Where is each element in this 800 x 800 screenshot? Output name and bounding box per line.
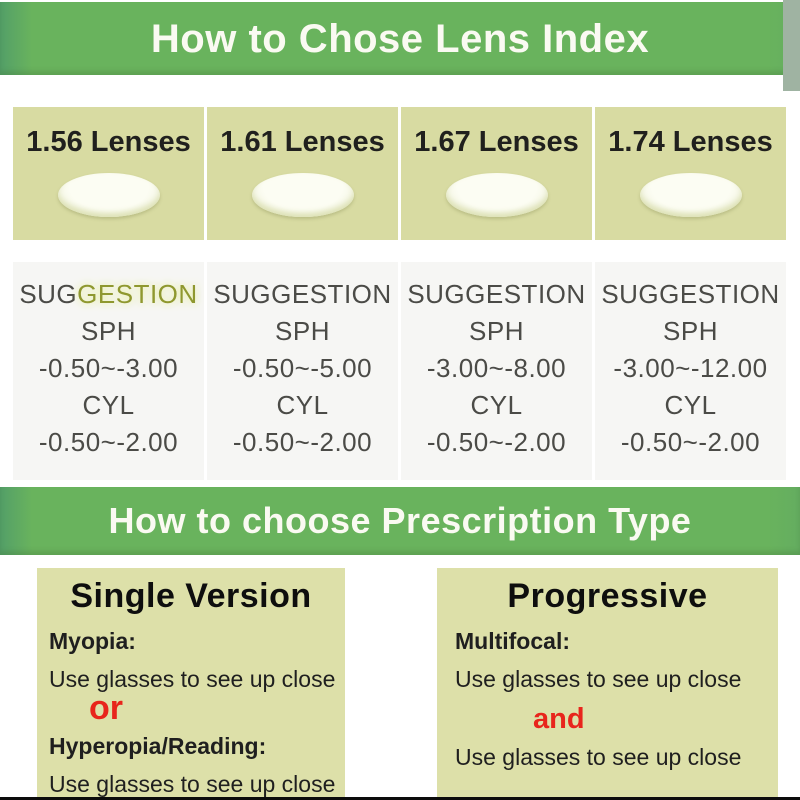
suggestion-heading-plain: SUGGESTION [213,279,392,309]
banner-right-edge-artifact [783,0,800,91]
lens-name: 1.67 Lenses [414,126,579,158]
single-version-title: Single Version [70,577,312,615]
sph-label: SPH [275,316,330,346]
lens-index-banner [0,2,800,75]
suggestion-card-161 [207,262,398,480]
suggestion-heading [207,276,398,313]
hyperopia-label: Hyperopia/Reading: [49,733,267,759]
lens-card-167 [401,107,592,240]
cyl-label: CYL [276,390,329,420]
single-version-box [37,568,345,798]
cyl-label: CYL [82,390,135,420]
sph-label: SPH [81,316,136,346]
suggestion-card-156 [13,262,204,480]
lens-disc-image [58,173,160,217]
suggestion-heading [13,276,204,313]
lens-card-174 [595,107,786,240]
and-connector: and [533,703,585,735]
lens-card-156 [13,107,204,240]
suggestion-card-167 [401,262,592,480]
lens-row [13,107,786,240]
myopia-text: Use glasses to see up close [49,666,336,692]
lens-name: 1.56 Lenses [26,126,191,158]
sph-range: -0.50~-3.00 [38,353,179,383]
lens-name: 1.74 Lenses [608,126,773,158]
progressive-title: Progressive [507,577,708,615]
cyl-range: -0.50~-2.00 [620,427,761,457]
cyl-label: CYL [664,390,717,420]
suggestion-card-174 [595,262,786,480]
or-connector: or [89,689,123,727]
cyl-range: -0.50~-2.00 [38,427,179,457]
hyperopia-text: Use glasses to see up close [49,771,336,797]
lens-disc-image [446,173,548,217]
suggestion-heading [401,276,592,313]
lens-card-161 [207,107,398,240]
cyl-range: -0.50~-2.00 [232,427,373,457]
suggestion-row [13,262,786,480]
suggestion-heading [595,276,786,313]
lens-index-title: How to Chose Lens Index [150,17,650,61]
progressive-text2: Use glasses to see up close [455,744,742,770]
prescription-type-title: How to choose Prescription Type [108,500,692,541]
suggestion-heading-plain: SUGGESTION [601,279,780,309]
cyl-range: -0.50~-2.00 [426,427,567,457]
cyl-label: CYL [470,390,523,420]
lens-name: 1.61 Lenses [220,126,385,158]
sph-range: -0.50~-5.00 [232,353,373,383]
multifocal-label: Multifocal: [455,628,570,654]
prescription-type-banner [0,487,800,555]
sph-range: -3.00~-12.00 [613,353,768,383]
progressive-box [437,568,778,798]
multifocal-text: Use glasses to see up close [455,666,742,692]
sph-label: SPH [663,316,718,346]
suggestion-heading-plain: SUGGESTION [407,279,586,309]
suggestion-heading-highlight: GESTION [77,279,198,309]
myopia-label: Myopia: [49,628,136,654]
sph-label: SPH [469,316,524,346]
lens-disc-image [252,173,354,217]
sph-range: -3.00~-8.00 [426,353,567,383]
suggestion-heading-plain: SUG [19,279,78,309]
lens-disc-image [640,173,742,217]
